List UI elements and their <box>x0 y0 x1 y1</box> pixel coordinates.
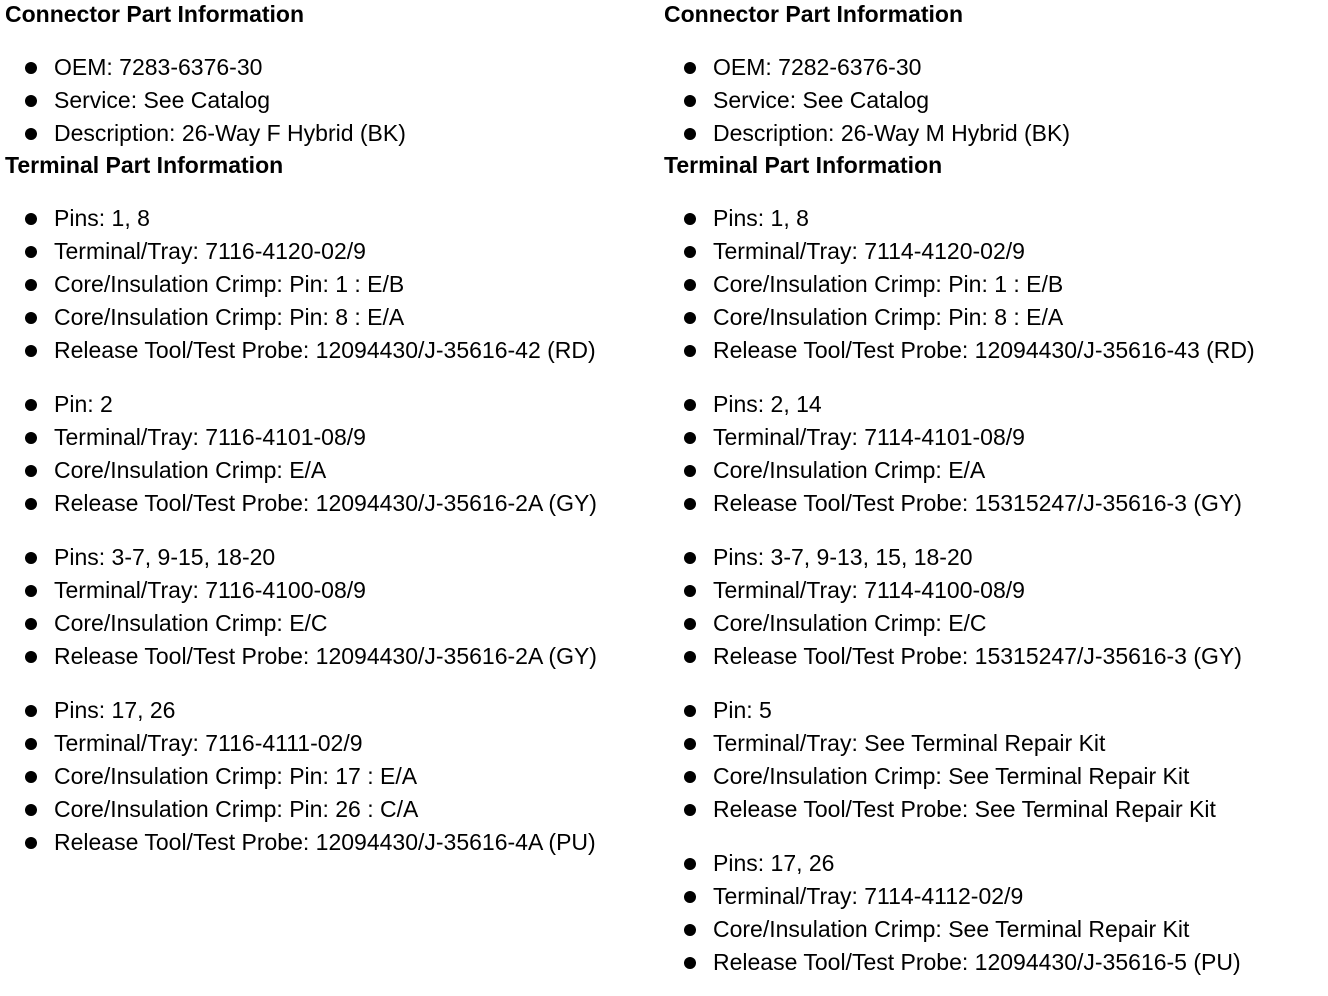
bullet-icon <box>25 279 37 291</box>
bullet-icon <box>25 585 37 597</box>
connector-part-heading: Connector Part Information <box>5 1 305 27</box>
list-item-text: Core/Insulation Crimp: Pin: 8 : E/A <box>713 304 1064 330</box>
list-item-text: Pins: 1, 8 <box>54 205 150 231</box>
list-item-text: Description: 26-Way M Hybrid (BK) <box>713 120 1071 146</box>
list-item <box>5 727 655 760</box>
right-column <box>664 0 1324 979</box>
list-item <box>5 202 655 235</box>
terminal-group <box>5 541 655 673</box>
bullet-icon <box>684 128 696 140</box>
bullet-icon <box>684 585 696 597</box>
terminal-group <box>664 847 1324 979</box>
list-item <box>664 301 1324 334</box>
list-item <box>664 235 1324 268</box>
list-item-text: Service: See Catalog <box>713 87 930 113</box>
list-item-text: Release Tool/Test Probe: 12094430/J-35616-4A (PU) <box>54 829 596 855</box>
bullet-icon <box>25 618 37 630</box>
terminal-groups <box>5 202 655 859</box>
list-item <box>5 793 655 826</box>
terminal-group <box>664 388 1324 520</box>
bullet-icon <box>25 246 37 258</box>
bullet-icon <box>25 837 37 849</box>
bullet-icon <box>684 771 696 783</box>
list-item-text: Release Tool/Test Probe: 15315247/J-35616-3 (GY) <box>713 490 1242 516</box>
bullet-icon <box>684 95 696 107</box>
list-item-text: Pins: 17, 26 <box>713 850 835 876</box>
list-item <box>5 694 655 727</box>
bullet-icon <box>25 705 37 717</box>
bullet-icon <box>25 128 37 140</box>
list-item-text: Core/Insulation Crimp: E/C <box>713 610 987 636</box>
list-item <box>5 826 655 859</box>
list-item-text: Core/Insulation Crimp: E/A <box>54 457 327 483</box>
bullet-icon <box>684 498 696 510</box>
bullet-icon <box>684 62 696 74</box>
list-item-text: Terminal/Tray: 7116-4101-08/9 <box>54 424 366 450</box>
list-item <box>5 421 655 454</box>
bullet-icon <box>25 738 37 750</box>
list-item <box>664 51 1324 84</box>
bullet-icon <box>684 312 696 324</box>
list-item <box>664 388 1324 421</box>
list-item <box>664 202 1324 235</box>
bullet-icon <box>25 804 37 816</box>
list-item-text: OEM: 7283-6376-30 <box>54 54 263 80</box>
bullet-icon <box>684 618 696 630</box>
list-item <box>664 421 1324 454</box>
terminal-part-heading: Terminal Part Information <box>664 152 943 178</box>
list-item-text: OEM: 7282-6376-30 <box>713 54 922 80</box>
bullet-icon <box>684 465 696 477</box>
list-item <box>664 268 1324 301</box>
list-item-text: Pins: 3-7, 9-15, 18-20 <box>54 544 276 570</box>
list-item <box>5 760 655 793</box>
list-item-text: Pins: 1, 8 <box>713 205 809 231</box>
list-item <box>664 454 1324 487</box>
list-item <box>664 793 1324 826</box>
bullet-icon <box>25 213 37 225</box>
left-column <box>5 0 655 859</box>
list-item-text: Terminal/Tray: 7114-4112-02/9 <box>713 883 1024 909</box>
list-item <box>5 541 655 574</box>
bullet-icon <box>684 651 696 663</box>
bullet-icon <box>684 399 696 411</box>
list-item-text: Terminal/Tray: 7116-4111-02/9 <box>54 730 363 756</box>
list-item <box>5 487 655 520</box>
terminal-part-heading: Terminal Part Information <box>5 152 284 178</box>
list-item <box>664 694 1324 727</box>
bullet-icon <box>25 498 37 510</box>
bullet-icon <box>25 432 37 444</box>
connector-part-heading: Connector Part Information <box>664 1 964 27</box>
list-item-text: Terminal/Tray: 7114-4120-02/9 <box>713 238 1025 264</box>
list-item-text: Release Tool/Test Probe: 15315247/J-35616-3 (GY) <box>713 643 1242 669</box>
list-item-text: Release Tool/Test Probe: 12094430/J-35616-2A (GY) <box>54 643 597 669</box>
bullet-icon <box>25 465 37 477</box>
list-item-text: Terminal/Tray: See Terminal Repair Kit <box>713 730 1106 756</box>
list-item <box>5 235 655 268</box>
list-item <box>5 388 655 421</box>
terminal-group <box>664 202 1324 367</box>
bullet-icon <box>684 804 696 816</box>
terminal-group <box>5 694 655 859</box>
list-item <box>664 334 1324 367</box>
list-item-text: Terminal/Tray: 7116-4120-02/9 <box>54 238 366 264</box>
bullet-icon <box>684 432 696 444</box>
bullet-icon <box>684 858 696 870</box>
list-item-text: Core/Insulation Crimp: Pin: 1 : E/B <box>713 271 1064 297</box>
list-item <box>5 454 655 487</box>
list-item-text: Terminal/Tray: 7116-4100-08/9 <box>54 577 366 603</box>
list-item <box>664 847 1324 880</box>
list-item-text: Release Tool/Test Probe: 12094430/J-35616-5 (PU) <box>713 949 1241 975</box>
list-item-text: Core/Insulation Crimp: Pin: 1 : E/B <box>54 271 405 297</box>
list-item-text: Core/Insulation Crimp: See Terminal Repair Kit <box>713 763 1190 789</box>
bullet-icon <box>25 399 37 411</box>
list-item <box>5 640 655 673</box>
bullet-icon <box>684 552 696 564</box>
list-item-text: Service: See Catalog <box>54 87 271 113</box>
bullet-icon <box>25 651 37 663</box>
bullet-icon <box>684 924 696 936</box>
list-item <box>664 946 1324 979</box>
list-item <box>5 607 655 640</box>
list-item <box>5 574 655 607</box>
list-item <box>5 51 655 84</box>
list-item <box>664 607 1324 640</box>
bullet-icon <box>684 246 696 258</box>
list-item-text: Core/Insulation Crimp: E/A <box>713 457 986 483</box>
bullet-icon <box>684 213 696 225</box>
list-item <box>5 334 655 367</box>
list-item-text: Pins: 2, 14 <box>713 391 822 417</box>
list-item-text: Release Tool/Test Probe: 12094430/J-35616-42 (RD) <box>54 337 596 363</box>
list-item-text: Terminal/Tray: 7114-4101-08/9 <box>713 424 1025 450</box>
list-item <box>5 84 655 117</box>
terminal-groups <box>664 202 1324 979</box>
list-item <box>664 727 1324 760</box>
list-item <box>664 574 1324 607</box>
list-item-text: Pin: 2 <box>54 391 113 417</box>
list-item <box>664 913 1324 946</box>
list-item-text: Terminal/Tray: 7114-4100-08/9 <box>713 577 1025 603</box>
list-item-text: Description: 26-Way F Hybrid (BK) <box>54 120 406 146</box>
terminal-group <box>664 694 1324 826</box>
list-item-text: Release Tool/Test Probe: See Terminal Repair Kit <box>713 796 1216 822</box>
bullet-icon <box>25 771 37 783</box>
list-item-text: Release Tool/Test Probe: 12094430/J-35616-2A (GY) <box>54 490 597 516</box>
bullet-icon <box>684 279 696 291</box>
list-item <box>664 487 1324 520</box>
bullet-icon <box>25 345 37 357</box>
bullet-icon <box>25 95 37 107</box>
list-item-text: Core/Insulation Crimp: Pin: 26 : C/A <box>54 796 419 822</box>
list-item <box>664 880 1324 913</box>
list-item <box>5 301 655 334</box>
bullet-icon <box>684 738 696 750</box>
terminal-group <box>664 541 1324 673</box>
list-item <box>664 541 1324 574</box>
list-item-text: Core/Insulation Crimp: See Terminal Repair Kit <box>713 916 1190 942</box>
bullet-icon <box>25 552 37 564</box>
bullet-icon <box>684 705 696 717</box>
list-item-text: Pins: 17, 26 <box>54 697 176 723</box>
list-item-text: Pins: 3-7, 9-13, 15, 18-20 <box>713 544 973 570</box>
terminal-group <box>5 202 655 367</box>
list-item <box>664 640 1324 673</box>
list-item-text: Core/Insulation Crimp: Pin: 17 : E/A <box>54 763 418 789</box>
terminal-group <box>5 388 655 520</box>
list-item-text: Core/Insulation Crimp: Pin: 8 : E/A <box>54 304 405 330</box>
bullet-icon <box>684 345 696 357</box>
bullet-icon <box>25 312 37 324</box>
list-item <box>5 268 655 301</box>
list-item <box>664 84 1324 117</box>
bullet-icon <box>684 891 696 903</box>
list-item-text: Core/Insulation Crimp: E/C <box>54 610 328 636</box>
list-item <box>664 117 1324 150</box>
list-item-text: Pin: 5 <box>713 697 772 723</box>
list-item-text: Release Tool/Test Probe: 12094430/J-35616-43 (RD) <box>713 337 1255 363</box>
list-item <box>5 117 655 150</box>
connector-part-list <box>5 51 655 150</box>
bullet-icon <box>25 62 37 74</box>
bullet-icon <box>684 957 696 969</box>
list-item <box>664 760 1324 793</box>
connector-part-list <box>664 51 1324 150</box>
